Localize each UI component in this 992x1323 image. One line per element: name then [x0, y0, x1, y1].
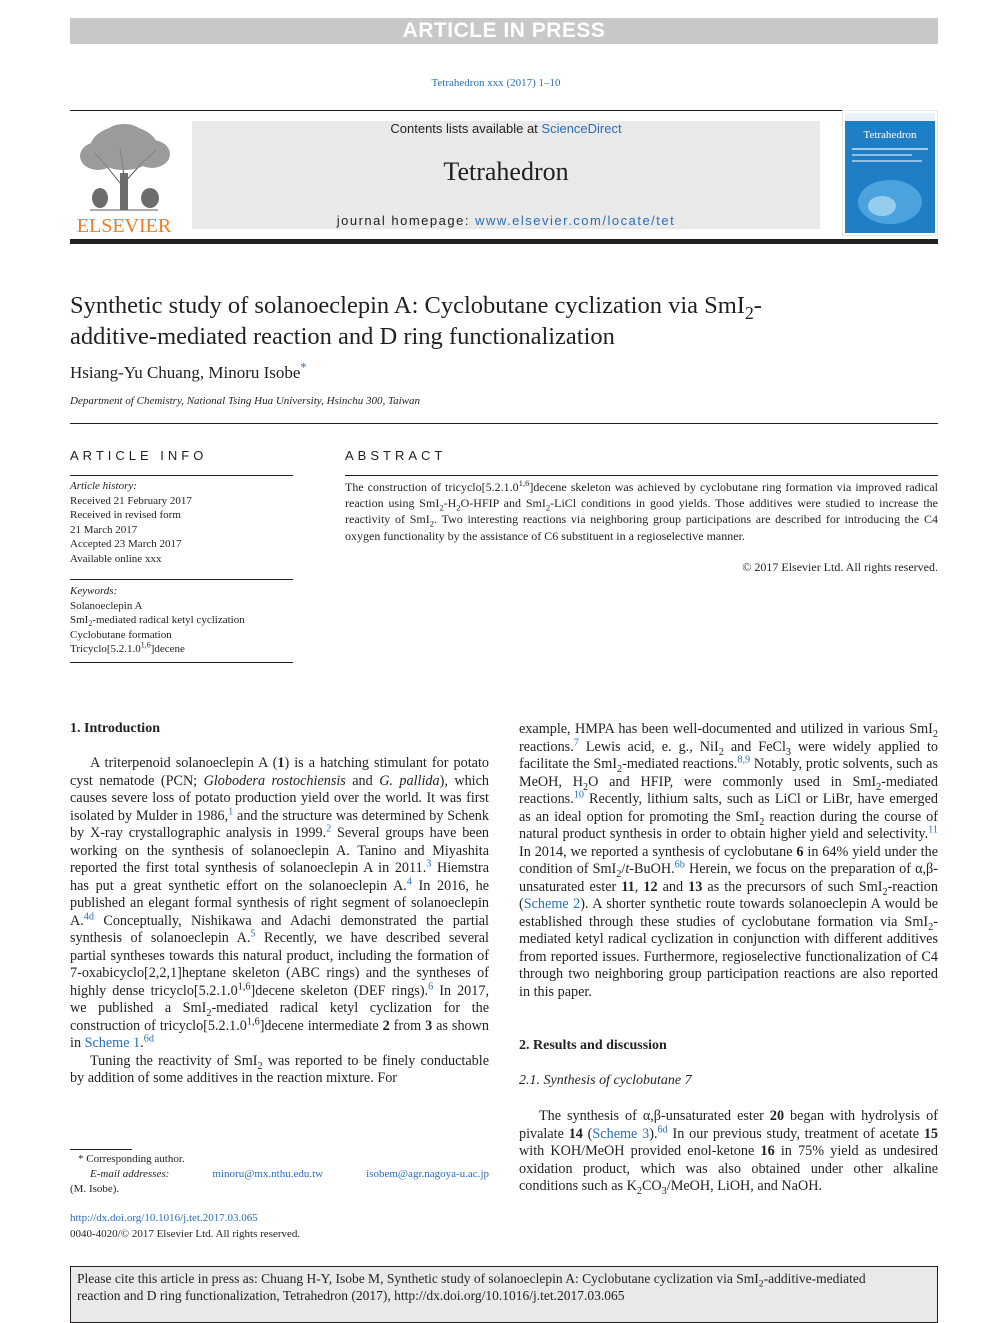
elsevier-logo-text: ELSEVIER — [76, 215, 172, 237]
email-label: E-mail addresses: — [90, 1168, 170, 1180]
article-info-bottom-rule — [70, 662, 293, 663]
contents-prefix: Contents lists available at — [390, 121, 542, 136]
history-item: Accepted 23 March 2017 — [70, 538, 182, 550]
history-item: Received 21 February 2017 — [70, 494, 192, 507]
introduction-left-column — [70, 755, 489, 1088]
email-link-2[interactable]: isobem@agr.nagoya-u.ac.jp — [366, 1168, 489, 1180]
footnotes — [70, 1152, 489, 1197]
article-history — [70, 479, 192, 566]
introduction-heading: 1. Introduction — [70, 721, 160, 736]
keyword-item: SmI$_2$-mediated radical ketyl cyclization — [70, 614, 245, 629]
email-line — [70, 1167, 489, 1182]
intro-paragraph-2: Tuning the reactivity of SmI$_2$ was reported to be finely conductable by addition of some additives in the reaction mixture. For — [70, 1052, 489, 1086]
introduction-right-column: example, HMPA has been well-documented and utilized in various SmI$_2$ reactions.$^7$ Lewis acid, e. g., NiI$_2$ and FeCl$_3$ were widely applied to facilitate the SmI$_2$-mediated reactions.$^{8,9}$ Notably, protic solvents, such as MeOH, $H_2O$ and HFIP, were commonly used in SmI$_2$-mediated reactions.$^{10}$ Recently, lithium salts, such as LiCl or LiBr, have emerged as an ideal option for promoting the SmI$_2$ reaction during the course of natural product synthesis in order to obtain higher yield and selectivity.$^{11}$ In 2014, we reported a synthesis of cyclobutane 6 in 64% yield under the condition of SmI$_2$/t-BuOH.$^{6b}$ Herein, we focus on the preparation of α,β-unsaturated ester 11, 12 and 13 as the precursors of such SmI$_2$-reaction (Scheme 2). A shorter synthetic route towards solanoeclepin A would be established through these studies of cyclobutane formation via SmI$_2$-mediated ketyl radical cyclization in conjunction with different additives from reported issues. Furthermore, regioselective functionalization of C4 through two neighboring group participation reactions are also reported in this paper. — [519, 721, 939, 1000]
results-paragraph: The synthesis of α,β-unsaturated ester 20 began with hydrolysis of pivalate 14 (Scheme 3).$^{6d}$ In our previous study, treatment of acetate 15 with KOH/MeOH provided enol-ketone 16 in 75% yield as undesired oxidation product, which was also obtained under other alkaline conditions such as $K_2CO_3$/MeOH, LiOH, and NaOH. — [519, 1108, 939, 1197]
citation-box — [70, 1266, 938, 1323]
title-sub: 2 — [744, 302, 754, 323]
corresponding-note: * Corresponding author. — [78, 1153, 185, 1165]
journal-citation-text[interactable]: Tetrahedron xxx (2017) 1–10 — [431, 77, 561, 89]
keywords-label: Keywords: — [70, 585, 118, 597]
journal-cover-image — [842, 110, 938, 236]
title-line1-pre: Synthetic study of solanoeclepin A: Cyclobutane cyclization via SmI — [70, 292, 745, 319]
journal-citation-link[interactable] — [0, 77, 992, 89]
author-list — [70, 360, 307, 383]
email-link-1[interactable]: minoru@mx.nthu.edu.tw — [212, 1168, 324, 1180]
email-suffix: (M. Isobe). — [70, 1183, 120, 1195]
history-item: 21 March 2017 — [70, 523, 138, 536]
cover-title: Tetrahedron — [863, 129, 917, 141]
intro-paragraph-1: A triterpenoid solanoeclepin A (1) is a hatching stimulant for potato cyst nematode (PCN; Globodera rostochiensis and G. pallida), which causes severe loss of potato production yield over the world. It was first isolated by Mulder in 1986,$^1$ and the structure was determined by Schenk by X-ray crystallographic analysis in 1999.$^2$ Several groups have been working on the synthesis of solanoeclepin A. Tanino and Miyashita reported the first total synthesis of solanoeclepin A in 2011.$^3$ Hiemstra has put a great synthetic effort on the solanoeclepin A.$^4$ In 2016, he published an elegant formal synthesis of right segment of solanoeclepin A.$^{4d}$ Conceptually, Nishikawa and Adachi demonstrated the partial synthesis of solanoeclepin A.$^5$ Recently, we have described several partial syntheses towards this natural product, including the formation of 7-oxabicyclo[2,2,1]heptane skeleton (ABC rings) and the syntheses of highly dense tricyclo[5.2.1.0$^{1,6}$]decene skeleton (DEF rings).$^6$ In 2017, we published a SmI$_2$-mediated radical ketyl cyclization for the construction of tricyclo[5.2.1.0$^{1,6}$]decene intermediate 2 from 3 as shown in Scheme 1.$^{6d}$ — [70, 755, 490, 1051]
article-info-heading: ARTICLE INFO — [70, 448, 208, 463]
history-item: Available online xxx — [70, 552, 162, 565]
results-heading: 2. Results and discussion — [519, 1038, 667, 1053]
sciencedirect-link[interactable]: ScienceDirect — [541, 121, 622, 136]
abstract-heading: ABSTRACT — [345, 448, 447, 463]
keyword-item: Tricyclo[5.2.1.0$^{1,6}$]decene — [70, 640, 185, 655]
title-line1-post: - — [753, 292, 762, 319]
issn-copyright: 0040-4020/© 2017 Elsevier Ltd. All rights reserved. — [70, 1227, 301, 1240]
keywords-rule — [70, 579, 293, 580]
journal-cover-thumbnail[interactable] — [842, 110, 938, 236]
title-line2: additive-mediated reaction and D ring functionalization — [70, 323, 615, 350]
article-title — [70, 290, 938, 352]
journal-masthead — [192, 121, 820, 229]
article-in-press-banner: ARTICLE IN PRESS — [70, 18, 938, 44]
cite-line-1: Please cite this article in press as: Chuang H-Y, Isobe M, Synthetic study of solanoeclepin A: Cyclobutane cyclization via SmI$_2$-additive-mediated — [77, 1271, 866, 1290]
keyword-item: Cyclobutane formation — [70, 628, 172, 641]
elsevier-logo[interactable] — [70, 118, 178, 238]
abstract-copyright: © 2017 Elsevier Ltd. All rights reserved. — [742, 560, 938, 574]
affiliation: Department of Chemistry, National Tsing Hua University, Hsinchu 300, Taiwan — [70, 395, 420, 407]
corresponding-author-marker[interactable]: * — [300, 360, 307, 375]
abstract-body: The construction of tricyclo[5.2.1.0$^{1,6}$]decene skeleton was achieved by cyclobutane ring formation via improved radical reaction using $SmI_2-H_2O$-HFIP and SmI$_2$-LiCl conditions in good yields. Those additives were studied to increase the reactivity of SmI$_2$. Two interesting reactions via neighboring group participations are described for introducing the C4 oxygen functionality by the assistance of C6 substituent in a regioselective manner. — [345, 478, 938, 543]
footnote-rule — [70, 1149, 132, 1150]
authors-text: Hsiang-Yu Chuang, Minoru Isobe — [70, 363, 301, 382]
doi-block — [70, 1211, 300, 1242]
cite-line-2: reaction and D ring functionalization, Tetrahedron (2017), http://dx.doi.org/10.1016/j.tet.2017.03.065 — [77, 1288, 625, 1303]
header-rule-thin — [70, 110, 938, 111]
abstract-rule — [345, 475, 938, 476]
homepage-line — [192, 213, 820, 228]
keywords — [70, 584, 245, 657]
contents-line — [192, 121, 820, 136]
journal-name: Tetrahedron — [443, 157, 569, 186]
elsevier-tree-icon — [70, 118, 178, 238]
homepage-link[interactable]: www.elsevier.com/locate/tet — [475, 213, 676, 228]
history-item: Received in revised form — [70, 509, 181, 521]
subsection-heading: 2.1. Synthesis of cyclobutane 7 — [519, 1073, 692, 1088]
homepage-prefix: journal homepage: — [336, 213, 476, 228]
history-label: Article history: — [70, 480, 137, 492]
article-info-rule — [70, 475, 293, 476]
keyword-item: Solanoeclepin A — [70, 599, 143, 612]
affiliation-rule — [70, 423, 938, 424]
doi-link[interactable]: http://dx.doi.org/10.1016/j.tet.2017.03.065 — [70, 1212, 258, 1224]
header-rule-thick — [70, 239, 938, 244]
